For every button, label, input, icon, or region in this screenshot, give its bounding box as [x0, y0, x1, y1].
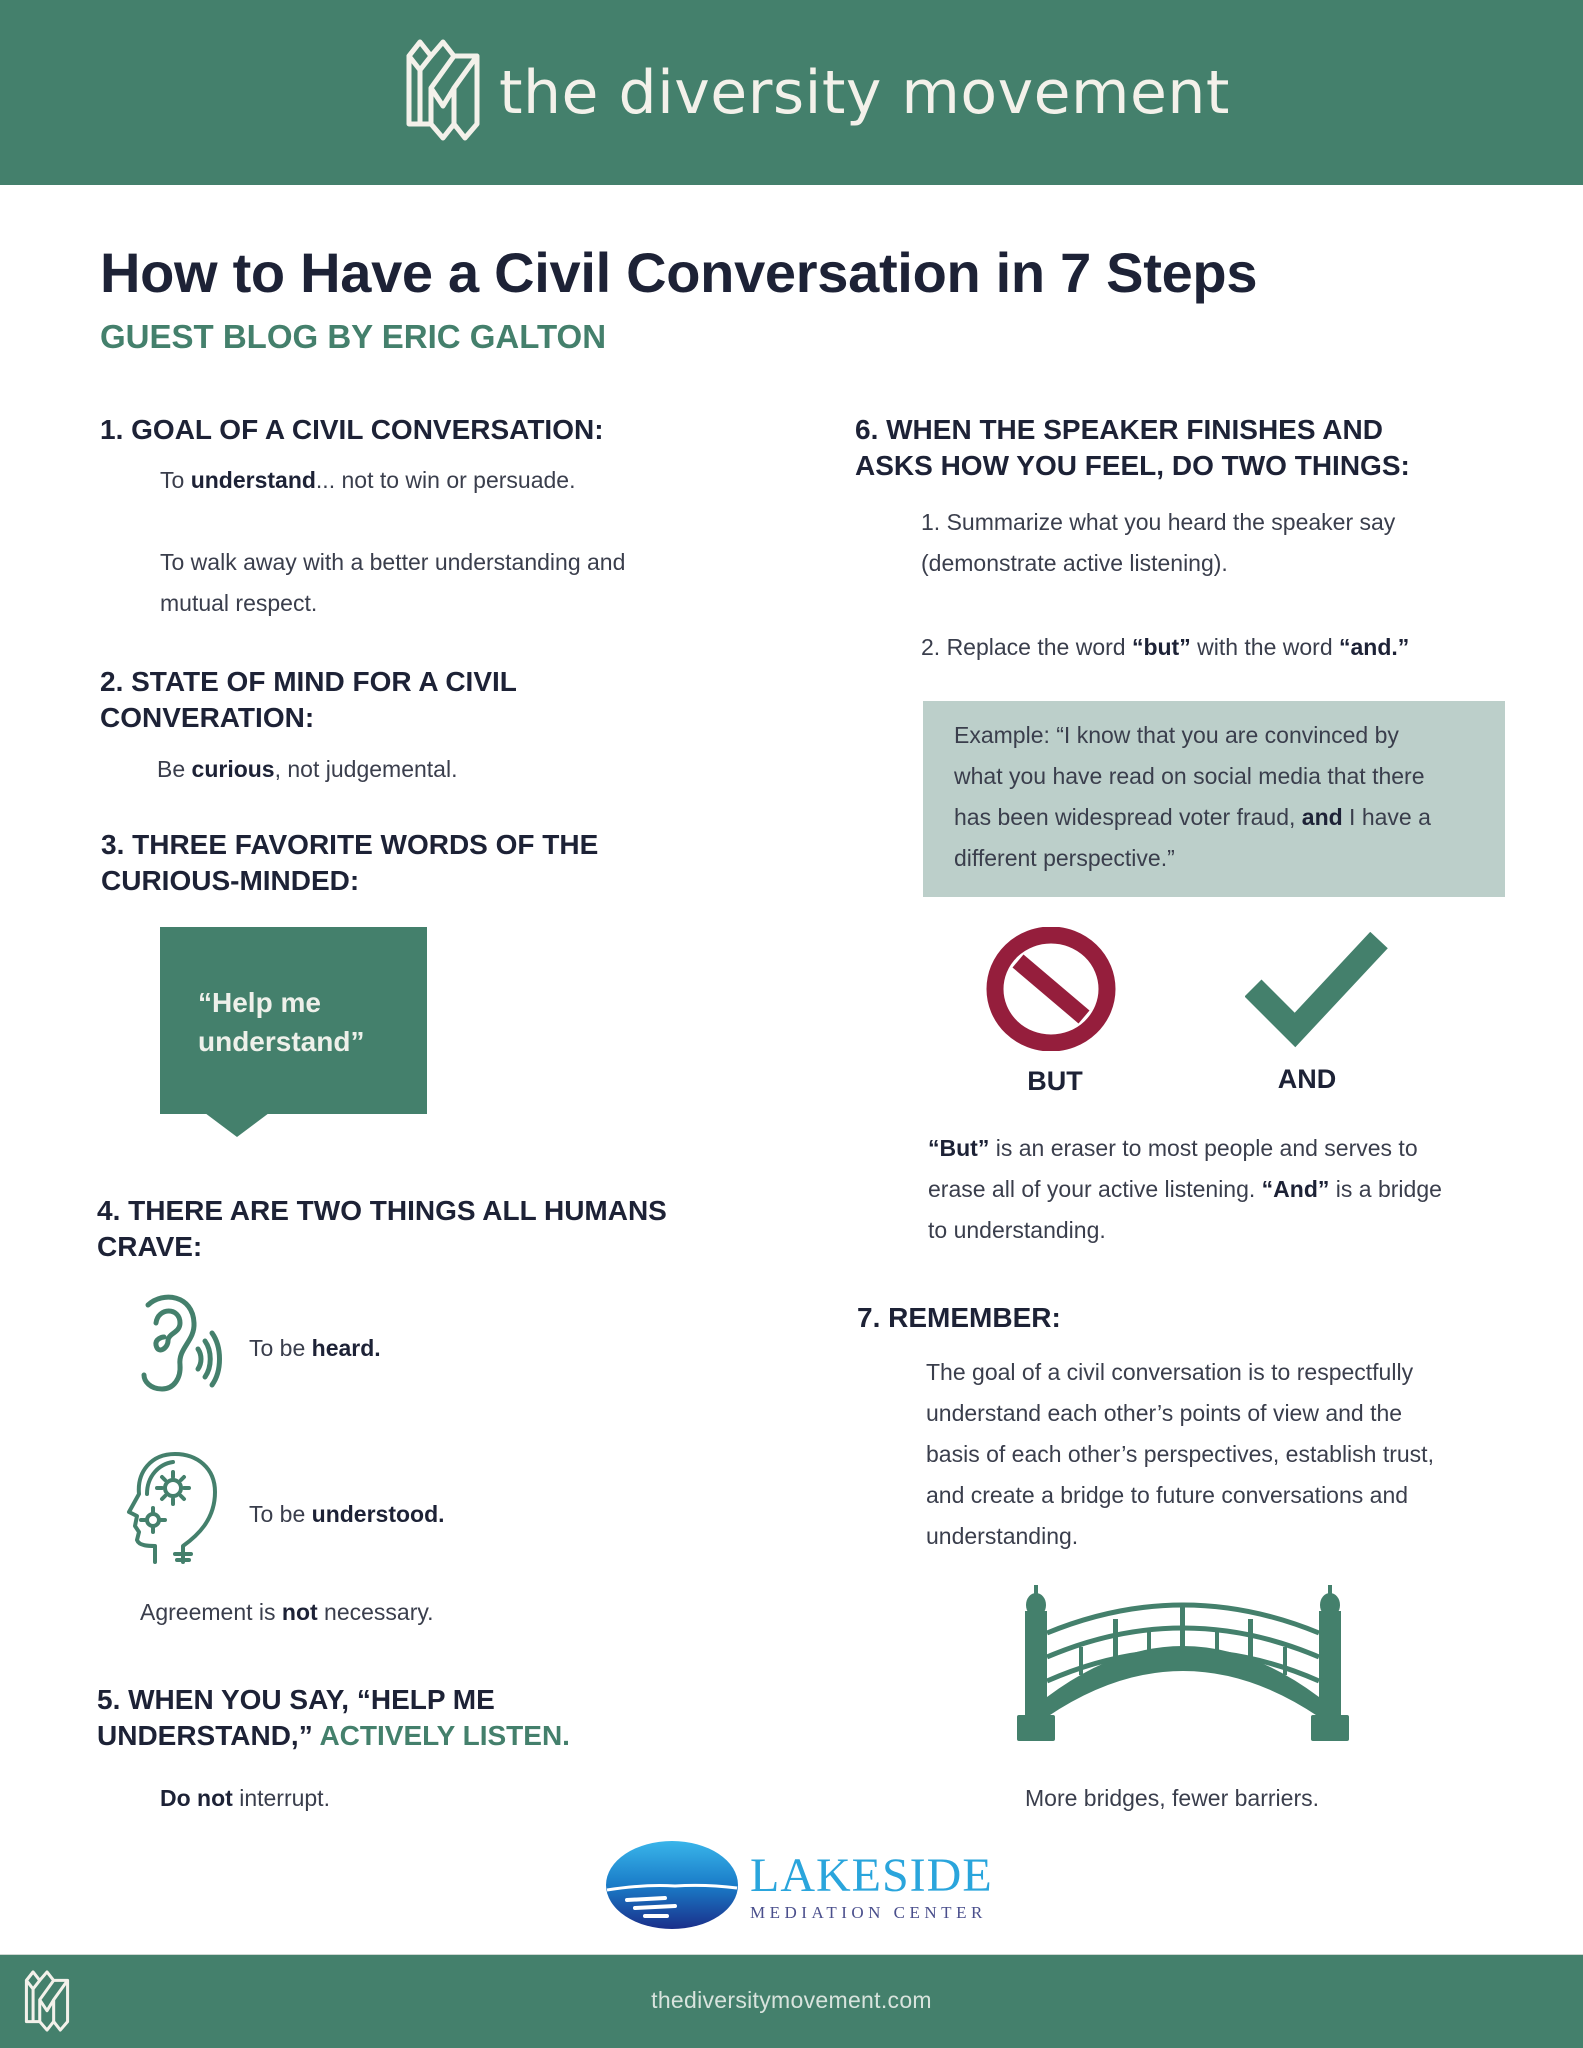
speech-bubble-tail	[205, 1113, 269, 1137]
crave-item-understood: To be understood.	[249, 1501, 445, 1527]
section-7-para: The goal of a civil conversation is to respectfully understand each other’s points of view and the basis of each other’s perspectives, establish trust, and create a bridge to future conversations and understanding.	[926, 1359, 1434, 1549]
section-5-heading: 5. WHEN YOU SAY, “HELP ME UNDERSTAND,” ACTIVELY LISTEN.	[97, 1684, 570, 1751]
speech-bubble-text: “Help me understand”	[198, 987, 365, 1057]
and-label: AND	[1277, 1064, 1337, 1094]
footer	[0, 1954, 1583, 2048]
but-label: BUT	[1027, 1066, 1083, 1096]
bridge-caption: More bridges, fewer barriers.	[1025, 1785, 1319, 1811]
checkmark-icon	[1245, 932, 1390, 1062]
section-2-para: Be curious, not judgemental.	[157, 756, 458, 782]
partner-name: LAKESIDE	[750, 1848, 993, 1902]
page-subtitle: GUEST BLOG BY ERIC GALTON	[100, 318, 607, 355]
partner-subname: MEDIATION CENTER	[750, 1902, 987, 1922]
crave-item-heard: To be heard.	[249, 1335, 381, 1361]
section-1-heading: 1. GOAL OF A CIVIL CONVERSATION:	[100, 414, 604, 445]
section-1-para-1: To understand... not to win or persuade.	[160, 467, 576, 493]
section-7-heading: 7. REMEMBER:	[857, 1302, 1061, 1333]
section-6-step-2: 2. Replace the word “but” with the word “and.”	[921, 634, 1410, 660]
section-6-heading: 6. WHEN THE SPEAKER FINISHES AND ASKS HOW YOU FEEL, DO TWO THINGS:	[855, 414, 1410, 481]
bridge-icon	[1017, 1585, 1349, 1746]
head-gears-icon	[125, 1450, 220, 1573]
header-banner	[0, 0, 1583, 185]
section-6-step-1: 1. Summarize what you heard the speaker say (demonstrate active listening).	[921, 509, 1396, 576]
brand	[405, 40, 1230, 145]
lakeside-logo	[605, 1840, 993, 1935]
footer-url-link[interactable]: thediversitymovement.com	[651, 1987, 932, 2013]
section-3-heading: 3. THREE FAVORITE WORDS OF THE CURIOUS-MINDED:	[101, 829, 599, 896]
section-4-heading: 4. THERE ARE TWO THINGS ALL HUMANS CRAVE:	[97, 1195, 667, 1262]
example-text: Example: “I know that you are convinced by what you have read on social media that there has been widespread voter fraud, and I have a different perspective.”	[954, 722, 1431, 871]
prohibited-icon	[986, 927, 1116, 1056]
lake-oval-icon	[605, 1840, 740, 1935]
ear-sound-icon	[138, 1293, 224, 1398]
section-2-heading: 2. STATE OF MIND FOR A CIVIL CONVERATION:	[100, 666, 517, 733]
page-title: How to Have a Civil Conversation in 7 Steps	[100, 241, 1258, 304]
section-4-note: Agreement is not necessary.	[140, 1599, 434, 1625]
section-5-para: Do not interrupt.	[160, 1785, 330, 1811]
section-1-para-2: To walk away with a better understanding and mutual respect.	[160, 549, 626, 616]
tdm-monogram-icon	[405, 38, 481, 147]
section-6-explanation: “But” is an eraser to most people and serves to erase all of your active listening. “And” is a bridge to understanding.	[928, 1135, 1442, 1243]
brand-name: the diversity movement	[499, 57, 1230, 128]
